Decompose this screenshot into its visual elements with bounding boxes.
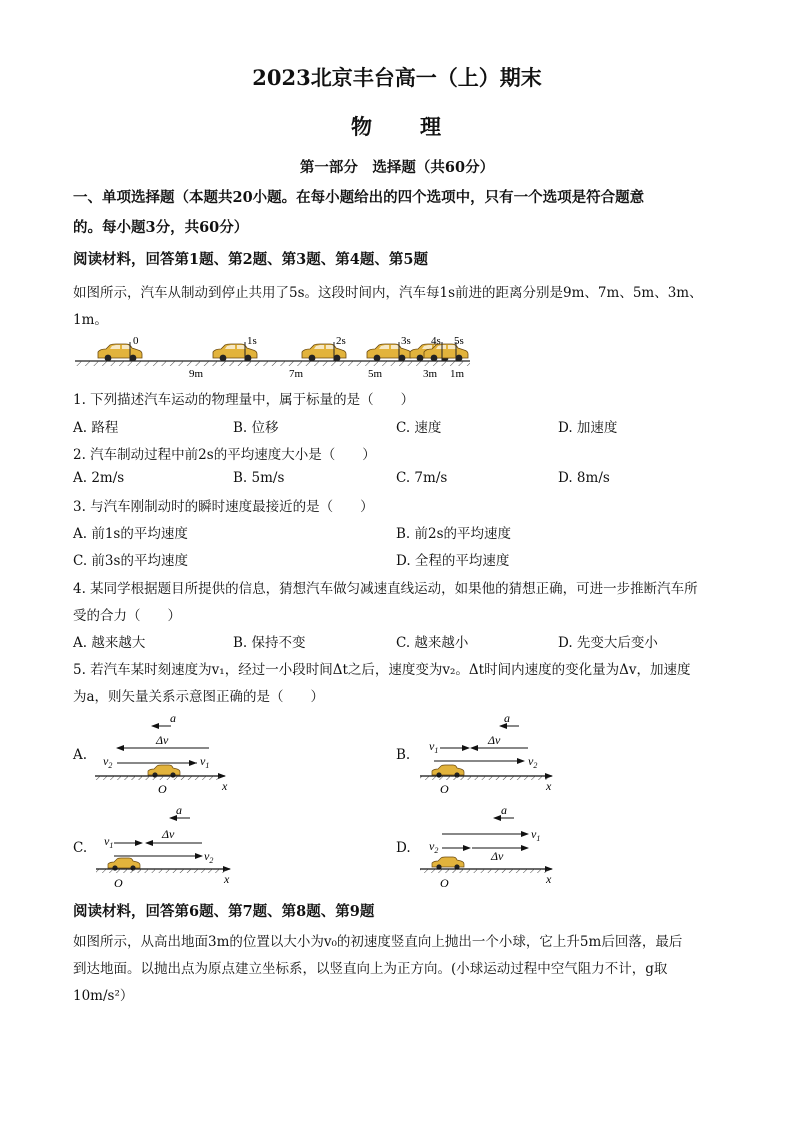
q5-option-d-diagram[interactable] [412, 800, 572, 892]
time-label: 5s [454, 335, 464, 347]
reading2-heading: 阅读材料，回答第6题、第7题、第8题、第9题 [73, 903, 375, 920]
q2-option-a[interactable]: A. 2m/s [73, 470, 125, 486]
page-title: 2023北京丰台高一（上）期末 [252, 65, 542, 90]
time-label: 4s [431, 335, 441, 347]
q3-option-a[interactable]: A. 前1s的平均速度 [73, 526, 188, 542]
time-label: 1s [247, 335, 257, 347]
svg-text:x: x [546, 779, 552, 793]
q3-option-b[interactable]: B. 前2s的平均速度 [396, 526, 512, 542]
q1-option-a[interactable]: A. 路程 [73, 420, 119, 436]
reading2-text-line2: 到达地面。以抛出点为原点建立坐标系，以竖直向上为正方向。(小球运动过程中空气阻力不计，g取 [73, 961, 668, 977]
svg-text:x: x [222, 779, 228, 793]
svg-text:x: x [224, 872, 230, 886]
section-heading-line2: 的。每小题3分，共60分） [73, 219, 249, 236]
q5-option-b-diagram[interactable] [412, 708, 572, 798]
reading2-text-line3: 10m/s²） [73, 988, 134, 1004]
reading1-text-line2: 1m。 [73, 312, 108, 328]
q4-stem-line1: 4. 某同学根据题目所提供的信息，猜想汽车做匀减速直线运动，如果他的猜想正确，可进一步推断汽车所 [73, 581, 698, 597]
q4-option-c[interactable]: C. 越来越小 [396, 635, 469, 651]
svg-text:a: a [501, 803, 507, 817]
svg-text:O: O [158, 782, 167, 796]
q2-option-c[interactable]: C. 7m/s [396, 470, 448, 486]
reading2-text-line1: 如图所示，从高出地面3m的位置以大小为v₀的初速度竖直向上抛出一个小球，它上升5m后回落，最后 [73, 934, 683, 950]
svg-text:x: x [546, 872, 552, 886]
distance-label: 1m [450, 368, 465, 380]
svg-text:O: O [114, 876, 123, 890]
q1-option-d[interactable]: D. 加速度 [558, 420, 618, 436]
svg-text:a: a [176, 803, 182, 817]
q5-stem-line1: 5. 若汽车某时刻速度为v₁，经过一小段时间Δt之后，速度变为v₂。Δt时间内速度的变化量为Δv，加速度 [73, 662, 691, 678]
q5-option-c-diagram[interactable] [90, 800, 250, 892]
q4-option-b[interactable]: B. 保持不变 [233, 635, 306, 651]
svg-text:v1: $v_1$ [531, 827, 541, 843]
q3-stem: 3. 与汽车刚制动时的瞬时速度最接近的是（ ） [73, 499, 374, 515]
svg-text:O: O [440, 782, 449, 796]
svg-text:Δv: Δv [491, 849, 504, 863]
svg-text:v2: $v_2$ [528, 754, 538, 770]
svg-text:v1: $v_1$ [429, 739, 439, 755]
q5-option-a-letter[interactable]: A. [73, 747, 88, 763]
q5-stem-line2: 为a，则矢量关系示意图正确的是（ ） [73, 689, 325, 705]
q2-stem: 2. 汽车制动过程中前2s的平均速度大小是（ ） [73, 447, 376, 463]
distance-label: 3m [423, 368, 438, 380]
svg-text:v2: $v_2$ [103, 754, 113, 770]
q5-option-a-diagram[interactable] [90, 708, 250, 798]
svg-text:O: O [440, 876, 449, 890]
svg-text:v2: $v_2$ [429, 839, 439, 855]
subject-title: 物 理 [351, 114, 443, 139]
q1-stem: 1. 下列描述汽车运动的物理量中，属于标量的是（ ） [73, 392, 415, 408]
q4-option-d[interactable]: D. 先变大后变小 [558, 635, 658, 651]
svg-text:Δv: Δv [156, 733, 169, 747]
q5-option-c-letter[interactable]: C. [73, 840, 88, 856]
q1-option-b[interactable]: B. 位移 [233, 420, 279, 436]
q4-stem-line2: 受的合力（ ） [73, 608, 181, 624]
svg-text:a: a [504, 711, 510, 725]
distance-label: 7m [289, 368, 304, 380]
reading1-heading: 阅读材料，回答第1题、第2题、第3题、第4题、第5题 [73, 251, 428, 268]
time-label: 3s [401, 335, 411, 347]
distance-label: 5m [368, 368, 383, 380]
q2-option-b[interactable]: B. 5m/s [233, 470, 285, 486]
car-braking-figure [70, 330, 480, 380]
part-title: 第一部分 选择题（共60分） [299, 159, 495, 176]
svg-text:Δv: Δv [162, 827, 175, 841]
q4-option-a[interactable]: A. 越来越大 [73, 635, 146, 651]
svg-text:v1: $v_1$ [104, 834, 114, 850]
q3-option-c[interactable]: C. 前3s的平均速度 [73, 553, 188, 569]
svg-text:v2: $v_2$ [204, 849, 214, 865]
svg-text:a: a [170, 711, 176, 725]
time-label: 0 [133, 335, 139, 347]
section-heading-line1: 一、单项选择题（本题共20小题。在每小题给出的四个选项中，只有一个选项是符合题意 [73, 189, 645, 206]
q1-option-c[interactable]: C. 速度 [396, 420, 442, 436]
svg-text:v1: $v_1$ [200, 754, 210, 770]
time-label: 2s [336, 335, 346, 347]
reading1-text-line1: 如图所示，汽车从制动到停止共用了5s。这段时间内，汽车每1s前进的距离分别是9m、7m、5m、3m、 [73, 285, 703, 301]
q5-option-b-letter[interactable]: B. [396, 747, 411, 763]
q2-option-d[interactable]: D. 8m/s [558, 470, 610, 486]
distance-label: 9m [189, 368, 204, 380]
svg-text:Δv: Δv [488, 733, 501, 747]
q3-option-d[interactable]: D. 全程的平均速度 [396, 553, 510, 569]
q5-option-d-letter[interactable]: D. [396, 840, 411, 856]
